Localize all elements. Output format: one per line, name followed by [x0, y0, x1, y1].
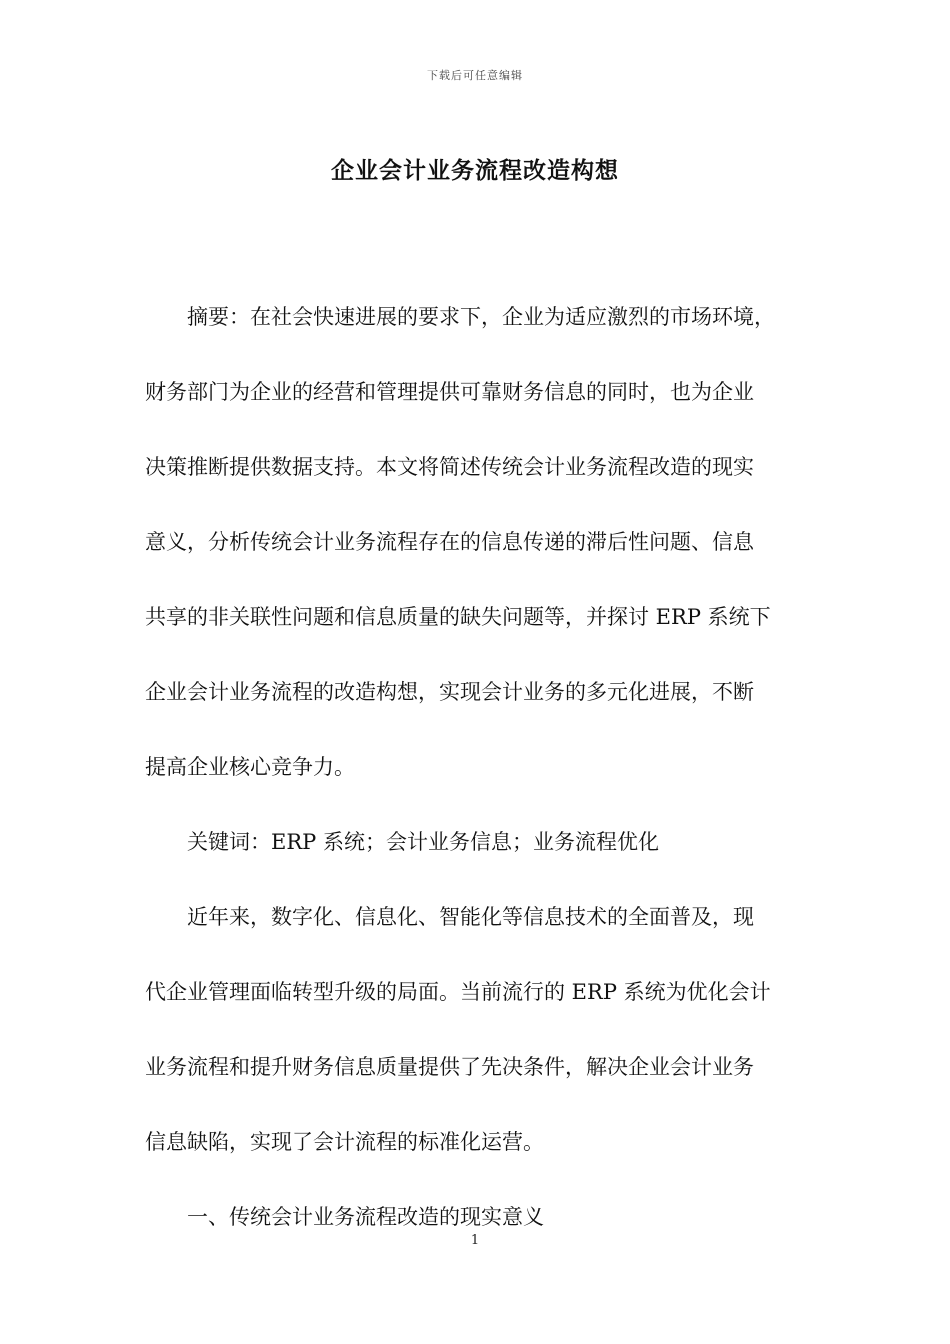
keywords-paragraph: 关键词：ERP 系统；会计业务信息；业务流程优化 [145, 830, 659, 854]
abstract-paragraph: 摘要：在社会快速进展的要求下，企业为适应激烈的市场环境， 财务部门为企业的经营和管理提供可靠财务信息的同时，也为企业 决策推断提供数据支持。本文将简述传统会计业务流程改造的现实 意义，分析传统会计业务流程存在的信息传递的滞后性问题、信息 共享的非关联性问题和信息质量的缺失问题等，并探讨 ERP 系统下 企业会计业务流程的改造构想，实现会计业务的多元化进展，不断 提高企业核心竞争力。 [145, 305, 775, 779]
header-note: 下载后可任意编辑 [427, 69, 523, 82]
document-body [145, 280, 825, 1255]
page-number: 1 [470, 1233, 480, 1248]
section-heading: 一、传统会计业务流程改造的现实意义 [145, 1205, 544, 1229]
intro-paragraph: 近年来，数字化、信息化、智能化等信息技术的全面普及，现 代企业管理面临转型升级的局面。当前流行的 ERP 系统为优化会计 业务流程和提升财务信息质量提供了先决条件，解决企业会计业务 信息缺陷，实现了会计流程的标准化运营。 [145, 905, 771, 1154]
document-title: 企业会计业务流程改造构想 [331, 157, 619, 184]
